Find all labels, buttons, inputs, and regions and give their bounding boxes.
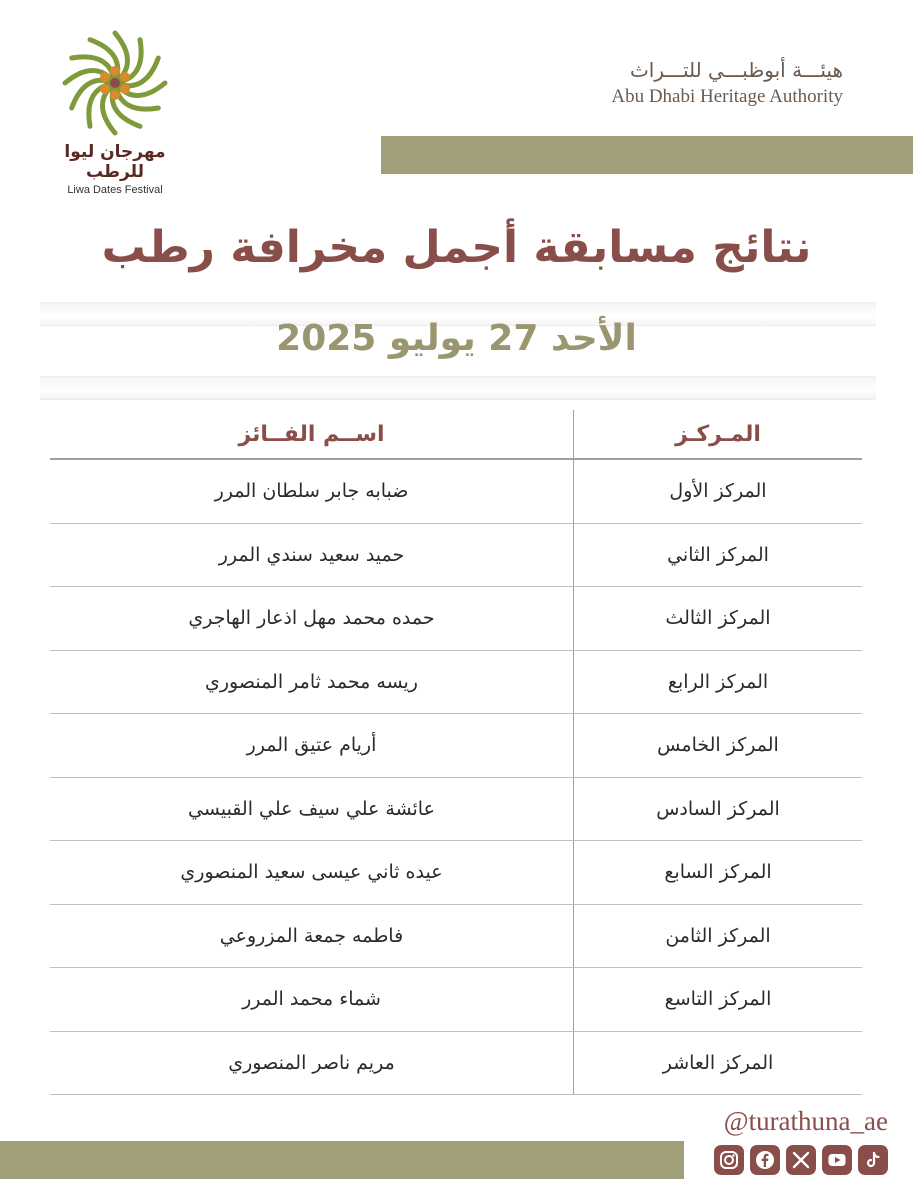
festival-emblem-icon: [60, 28, 170, 138]
winner-name-cell: حمده محمد مهل اذعار الهاجري: [188, 607, 435, 630]
rank-cell: المركز الثاني: [573, 524, 862, 587]
winner-name-cell: عيده ثاني عيسى سعيد المنصوري: [180, 861, 443, 884]
table-row: [50, 651, 862, 715]
x-icon[interactable]: [786, 1145, 816, 1175]
header-rank: المـركـز: [573, 410, 862, 458]
rank-cell: المركز السادس: [573, 778, 862, 841]
winner-name-cell: حميد سعيد سندي المرر: [218, 543, 405, 566]
rank-cell: المركز الرابع: [573, 651, 862, 714]
page-title: نتائج مسابقة أجمل مخرافة رطب: [101, 222, 812, 273]
table-row: [50, 460, 862, 524]
table-row: [50, 778, 862, 842]
table-header-row: [50, 410, 862, 460]
results-table: [50, 410, 862, 1095]
rank-cell: المركز العاشر: [573, 1032, 862, 1095]
date-divider-band: [40, 376, 876, 400]
winner-name-cell: أريام عتيق المرر: [246, 734, 377, 757]
rank-cell: المركز الأول: [573, 460, 862, 523]
rank-cell: المركز الثامن: [573, 905, 862, 968]
event-date: الأحد 27 يوليو 2025: [276, 318, 637, 359]
winner-name-cell: عائشة علي سيف علي القبيسي: [188, 797, 435, 820]
table-row: [50, 1032, 862, 1096]
table-row: [50, 524, 862, 588]
header-accent-bar: [381, 136, 913, 174]
authority-logo: [611, 58, 843, 108]
table-row: [50, 968, 862, 1032]
rank-cell: المركز الثالث: [573, 587, 862, 650]
winner-name-cell: فاطمه جمعة المزروعي: [219, 924, 404, 947]
winner-name-cell: ريسه محمد ثامر المنصوري: [205, 670, 418, 693]
social-handle[interactable]: @turathuna_ae: [723, 1106, 888, 1136]
rank-cell: المركز السابع: [573, 841, 862, 904]
winner-name-cell: مريم ناصر المنصوري: [228, 1051, 395, 1074]
winner-name-cell: شماء محمد المرر: [242, 988, 381, 1011]
header-winner-name: اســم الفــائز: [238, 421, 385, 447]
table-row: [50, 905, 862, 969]
festival-logo: [40, 28, 190, 196]
table-row: [50, 841, 862, 905]
facebook-icon[interactable]: [750, 1145, 780, 1175]
tiktok-icon[interactable]: [858, 1145, 888, 1175]
authority-name-en: Abu Dhabi Heritage Authority: [611, 86, 843, 107]
youtube-icon[interactable]: [822, 1145, 852, 1175]
table-row: [50, 714, 862, 778]
festival-name-en: Liwa Dates Festival: [67, 184, 163, 196]
instagram-icon[interactable]: [714, 1145, 744, 1175]
social-icons: [714, 1145, 888, 1175]
footer-accent-bar: [0, 1141, 684, 1179]
authority-name-ar: هيئـــة أبوظبـــي للتـــراث: [629, 58, 843, 82]
table-row: [50, 587, 862, 651]
rank-cell: المركز التاسع: [573, 968, 862, 1031]
rank-cell: المركز الخامس: [573, 714, 862, 777]
winner-name-cell: ضبابه جابر سلطان المرر: [214, 480, 409, 503]
festival-name-ar: مهرجان ليوا للرطب: [64, 142, 166, 182]
